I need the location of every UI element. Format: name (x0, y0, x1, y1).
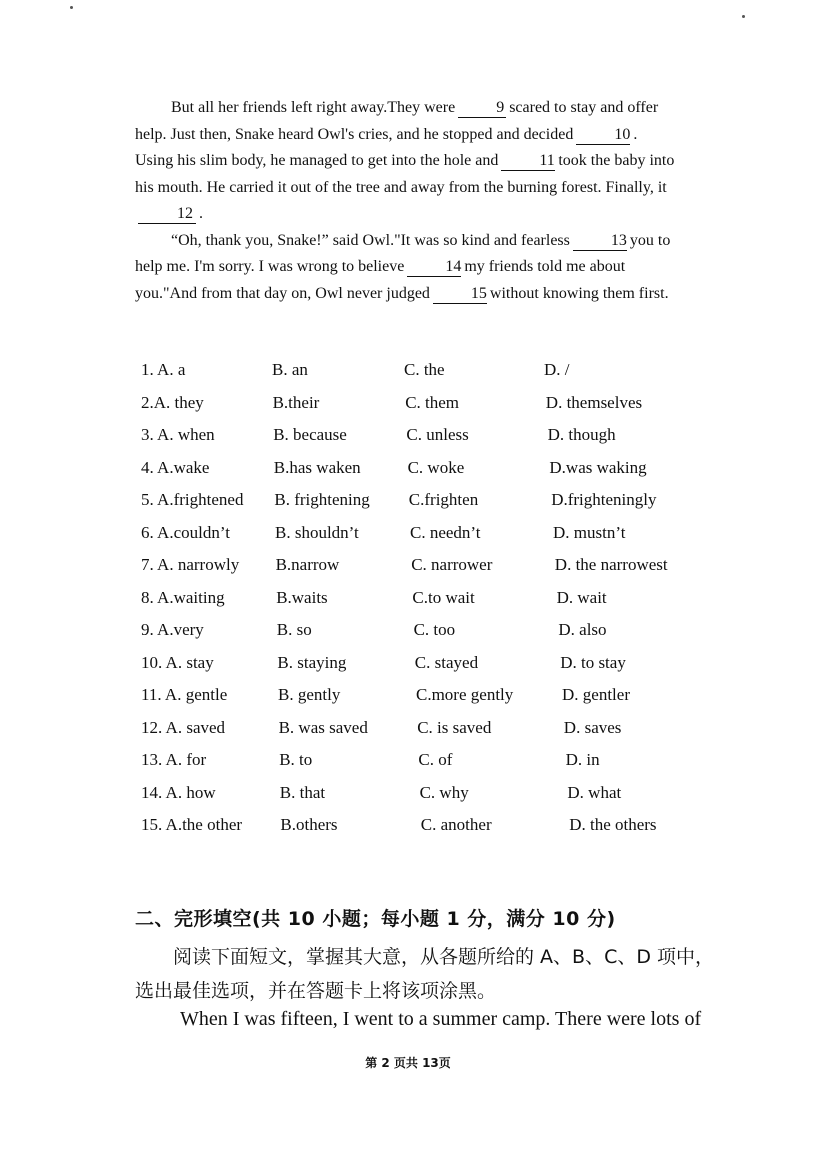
option-b: B.their (272, 392, 320, 412)
option-a: 9. A.very (141, 620, 204, 639)
option-a: 14. A. how (141, 782, 216, 802)
option-c: C. another (420, 815, 492, 834)
option-c: C. unless (406, 425, 469, 444)
option-row (141, 783, 701, 816)
option-row (141, 458, 701, 491)
option-a: 12. A. saved (141, 717, 226, 737)
option-row (141, 718, 701, 751)
option-b: B. was saved (278, 717, 368, 737)
option-c: C.more gently (416, 685, 514, 704)
instruction-line: 阅读下面短文，掌握其大意，从各题所给的 A、B、C、D 项中， (173, 946, 715, 968)
option-d: D. saves (563, 717, 622, 737)
option-a: 11. A. gentle (141, 685, 228, 704)
option-c: C. is saved (417, 717, 492, 737)
passage-text: my friends told me about you."And from that day on, Owl never judged (135, 258, 626, 302)
option-a: 5. A.frightened (141, 490, 244, 509)
option-b: B.others (280, 815, 338, 834)
option-d: D. the narrowest (554, 555, 668, 574)
scan-speck (742, 15, 745, 18)
option-row (141, 490, 701, 523)
blank-13: 13 (573, 231, 627, 251)
option-c: C. needn’t (410, 522, 481, 542)
option-b: B.narrow (275, 555, 340, 574)
option-b: B. gently (278, 685, 341, 704)
option-row (141, 425, 701, 458)
option-d: D. though (547, 425, 616, 444)
scan-speck (70, 6, 73, 9)
option-d: D. in (565, 750, 600, 769)
option-b: B.has waken (273, 457, 361, 477)
option-c: C. the (404, 360, 445, 379)
option-a: 15. A.the other (141, 815, 243, 834)
option-c: C.to wait (412, 587, 475, 607)
option-d: D.was waking (549, 457, 647, 477)
blank-15: 15 (433, 284, 487, 304)
instruction-line: 选出最佳选项，并在答题卡上将该项涂黑。 (135, 980, 497, 1002)
passage-paragraph-1 (135, 95, 675, 228)
option-d: D. to stay (560, 652, 626, 672)
option-b: B. staying (277, 652, 347, 672)
option-row (141, 620, 701, 653)
section-instructions (135, 940, 725, 1008)
option-b: B. an (272, 360, 308, 379)
option-d: D. / (544, 360, 570, 379)
passage-paragraph-2 (135, 228, 675, 308)
option-row (141, 750, 701, 783)
option-c: C. narrower (411, 555, 493, 574)
option-c: C. why (419, 782, 469, 802)
option-a: 10. A. stay (141, 652, 214, 672)
option-d: D. the others (569, 815, 657, 834)
option-a: 7. A. narrowly (141, 555, 240, 574)
blank-10: 10 (576, 125, 630, 145)
option-row (141, 815, 701, 848)
option-b: B. so (276, 620, 312, 639)
option-c: C. of (418, 750, 453, 769)
option-c: C. them (405, 392, 460, 412)
option-d: D.frighteningly (551, 490, 657, 509)
passage-text: “Oh, thank you, Snake!” said Owl."It was so kind and fearless (171, 231, 570, 249)
option-row (141, 653, 701, 686)
page-footer: 第 2 页共 13页 (365, 1056, 451, 1070)
answer-options (141, 360, 701, 848)
option-a: 13. A. for (141, 750, 207, 769)
option-b: B. because (273, 425, 347, 444)
passage-text: scared to stay and offer help. Just then, Snake heard Owl's cries, and he stopped and decided (135, 99, 659, 143)
option-d: D. also (558, 620, 607, 639)
reading-passage (135, 95, 675, 307)
option-d: D. gentler (562, 685, 630, 704)
option-b: B.waits (276, 587, 328, 607)
passage-text: took the baby into his mouth. He carried it out of the tree and away from the burning forest. Finally, it (135, 152, 675, 196)
cloze-passage-start: When I was fifteen, I went to a summer camp. There were lots of (180, 1008, 702, 1030)
blank-11: 11 (501, 151, 555, 171)
option-row (141, 555, 701, 588)
passage-text: But all her friends left right away.They were (171, 99, 456, 116)
option-d: D. mustn’t (553, 522, 626, 542)
option-a: 3. A. when (141, 425, 215, 444)
option-row (141, 685, 701, 718)
section-title: 二、完形填空(共 10 小题；每小题 1 分，满分 10 分) (135, 908, 616, 930)
option-c: C. too (413, 620, 456, 639)
option-d: D. themselves (545, 392, 643, 412)
passage-text: . Using his slim body, he managed to get into the hole and (135, 125, 638, 169)
option-d: D. wait (556, 587, 607, 607)
option-b: B. frightening (274, 490, 370, 509)
option-c: C. woke (407, 457, 465, 477)
option-a: 2.A. they (141, 392, 204, 412)
option-d: D. what (567, 782, 622, 802)
option-a: 6. A.couldn’t (141, 522, 230, 542)
passage-text: . (199, 205, 203, 222)
option-row (141, 523, 701, 556)
option-b: B. shouldn’t (275, 522, 359, 542)
option-a: 4. A.wake (141, 457, 210, 477)
passage-text: without knowing them first. (489, 284, 669, 302)
option-row (141, 360, 701, 393)
blank-12: 12 (138, 204, 196, 224)
option-b: B. to (279, 750, 313, 769)
option-c: C. stayed (414, 652, 479, 672)
option-row (141, 588, 701, 621)
blank-9: 9 (458, 98, 506, 118)
option-c: C.frighten (408, 490, 479, 509)
option-a: 8. A.waiting (141, 587, 225, 607)
option-b: B. that (279, 782, 326, 802)
option-a: 1. A. a (141, 360, 186, 379)
passage-text: you to help me. I'm sorry. I was wrong to believe (135, 231, 671, 275)
blank-14: 14 (407, 257, 461, 277)
option-row (141, 393, 701, 426)
